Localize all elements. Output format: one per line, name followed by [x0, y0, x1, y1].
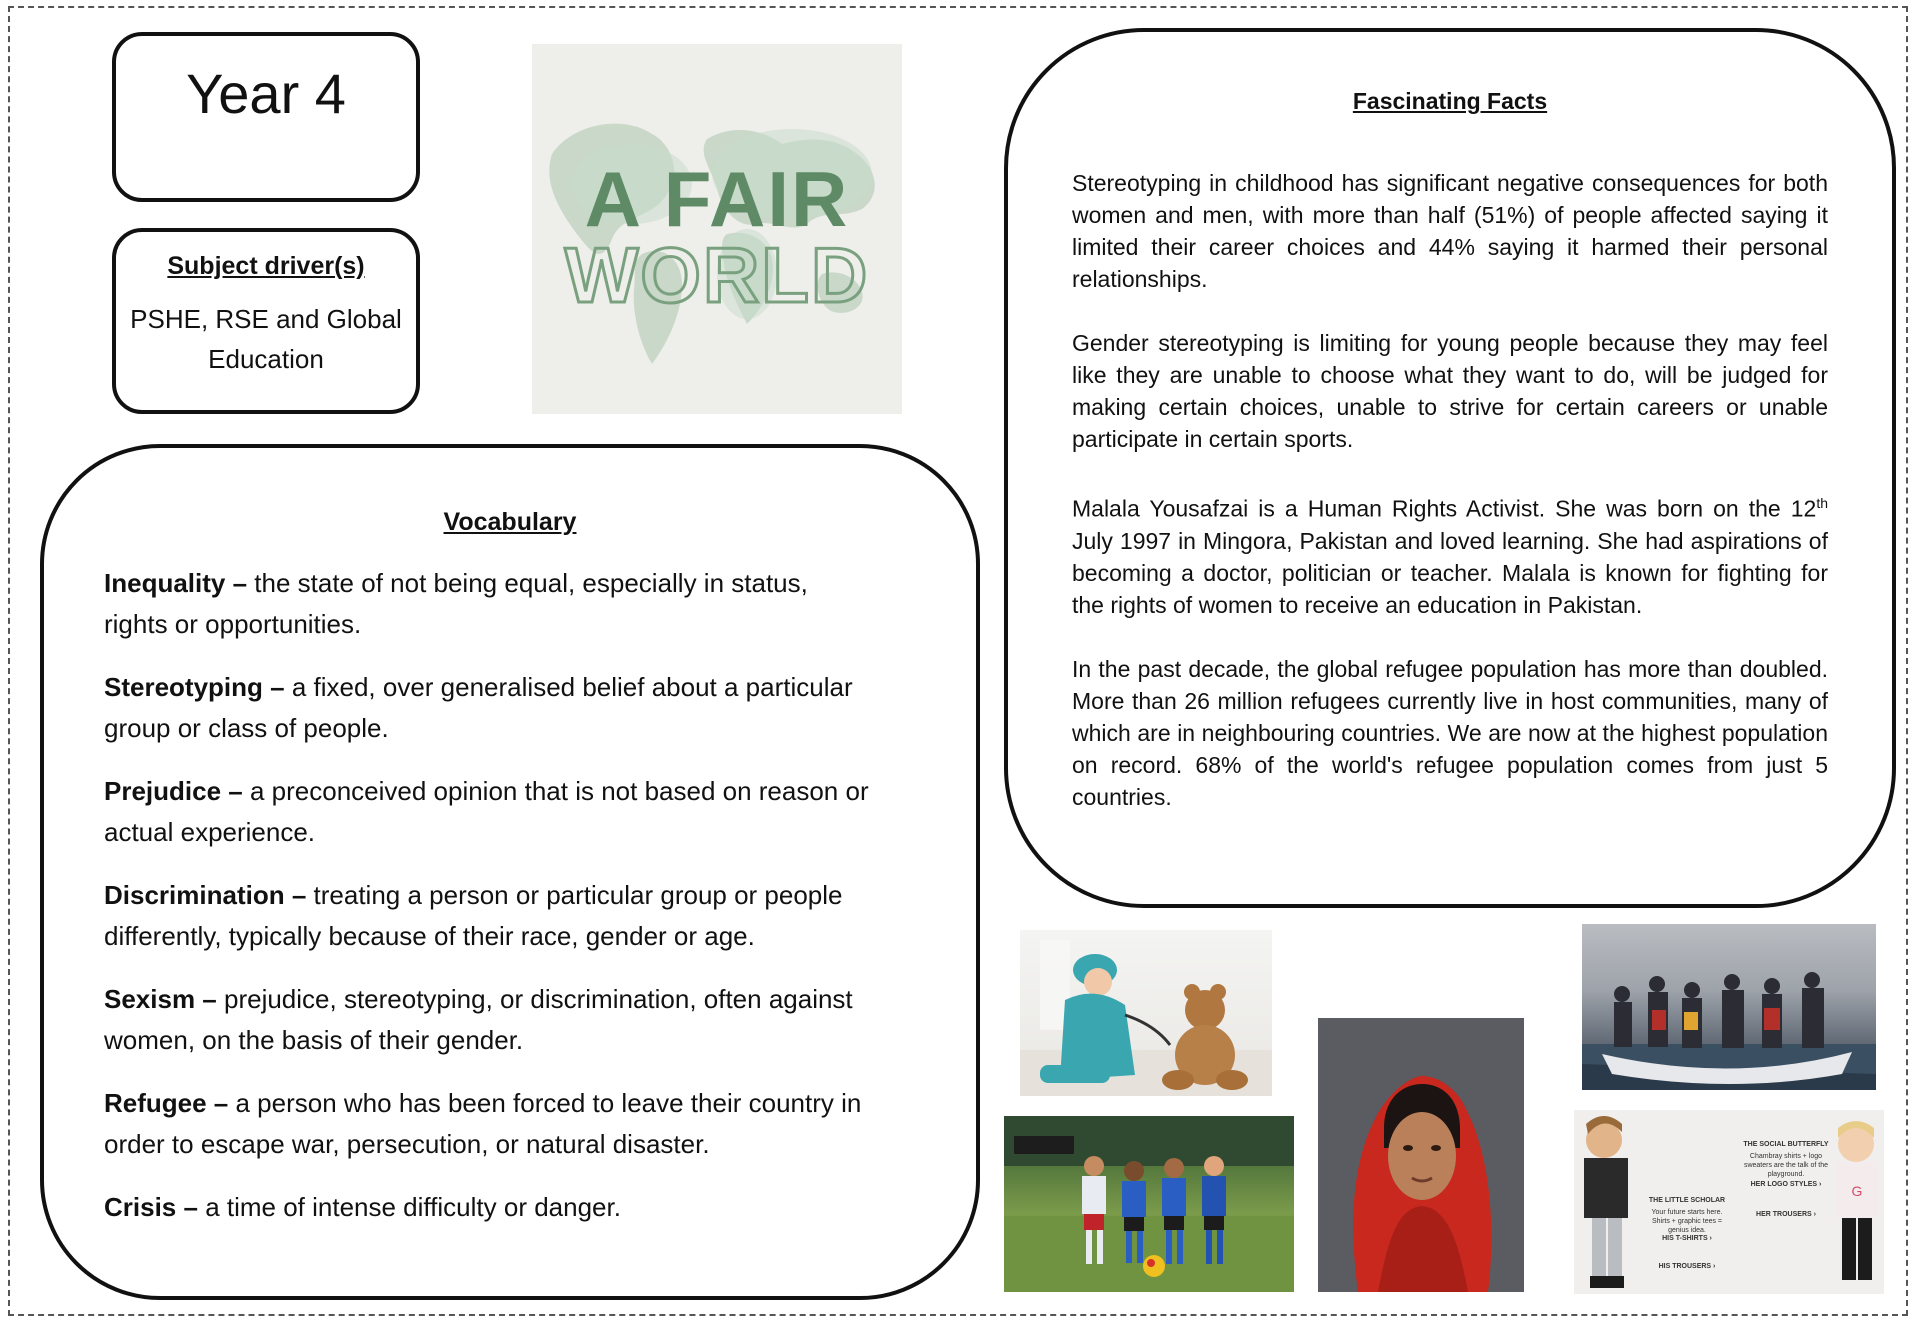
photo-child-doctor-teddy: [1020, 930, 1272, 1096]
vocab-definition: treating a person or particular group or people differently, typically because of their race, gender or age.: [104, 880, 843, 951]
fact-paragraph-1: Stereotyping in childhood has significant negative consequences for both women and men, with more than half (51%) of people affected saying it limited their career choices and 44% saying it harmed their personal relationships.: [1072, 170, 1828, 292]
vocab-term: Inequality –: [104, 568, 248, 598]
vocab-item-discrimination: [104, 875, 916, 957]
vocabulary-list: [104, 563, 916, 1228]
vocab-item-crisis: [104, 1187, 916, 1228]
year-title: Year 4: [186, 62, 346, 125]
vocab-item-sexism: [104, 979, 916, 1061]
vocab-term: Sexism –: [104, 984, 217, 1014]
fascinating-facts-heading: Fascinating Facts: [1352, 88, 1548, 114]
facts-list: [1072, 167, 1828, 813]
photo-refugees-boat: [1582, 924, 1876, 1090]
photo-gendered-clothing-ad: [1574, 1110, 1884, 1294]
vocab-term: Crisis –: [104, 1192, 198, 1222]
fact-paragraph-3-part1: Malala Yousafzai is a Human Rights Activist. She was born on the 12: [1072, 495, 1817, 522]
fact-paragraph-4: In the past decade, the global refugee population has more than doubled. More than 26 million refugees currently live in host communities, many of which are in neighbouring countries. We are now at the highest population on record. 68% of the world's refugee population comes from just 5 countries.: [1072, 655, 1828, 810]
vocab-definition: a time of intense difficulty or danger.: [205, 1192, 621, 1222]
vocab-item-inequality: [104, 563, 916, 645]
ad-right-text: Chambray shirts + logo sweaters are the talk of the playground.: [1743, 1153, 1829, 1178]
vocab-definition: the state of not being equal, especially in status, rights or opportunities.: [104, 568, 808, 639]
vocab-term: Refugee –: [104, 1088, 229, 1118]
vocab-definition: a preconceived opinion that is not based on reason or actual experience.: [104, 776, 869, 847]
vocab-definition: a person who has been forced to leave their country in order to escape war, persecution, or natural disaster.: [104, 1088, 862, 1159]
vocabulary-heading: Vocabulary: [443, 508, 577, 536]
ad-left-text: Your future starts here. Shirts + graphic tees = genius idea.: [1651, 1209, 1723, 1234]
photo-malala-portrait: [1318, 1018, 1524, 1292]
ad-left-title: THE LITTLE SCHOLAR: [1648, 1197, 1726, 1204]
vocab-definition: a fixed, over generalised belief about a particular group or class of people.: [104, 672, 853, 743]
vocab-item-prejudice: [104, 771, 916, 853]
svg-text:G: G: [1851, 1183, 1863, 1199]
fascinating-facts-box: [1004, 28, 1896, 908]
subject-driver-heading: Subject driver(s): [167, 252, 365, 280]
subject-driver-text: PSHE, RSE and Global Education: [130, 304, 402, 374]
logo-text-line1: A FAIR: [584, 155, 850, 243]
photo-children-football: [1004, 1116, 1294, 1292]
vocab-term: Discrimination –: [104, 880, 307, 910]
logo-text-line2: WORLD: [564, 231, 870, 319]
a-fair-world-logo: [532, 44, 902, 414]
vocab-definition: prejudice, stereotyping, or discrimination, often against women, on the basis of their gender.: [104, 984, 853, 1055]
vocabulary-box: [40, 444, 980, 1300]
vocab-term: Stereotyping –: [104, 672, 285, 702]
fact-paragraph-3: [1072, 487, 1828, 621]
ordinal-suffix: th: [1816, 495, 1828, 511]
vocab-item-refugee: [104, 1083, 916, 1165]
year-box: [112, 32, 420, 202]
fact-paragraph-3-part2: July 1997 in Mingora, Pakistan and loved learning. She had aspirations of becoming a doctor, politician or teacher. Malala is known for fighting for the rights of women to receive an education in Pakistan.: [1072, 527, 1828, 618]
ad-left-link1: HIS T-SHIRTS ›: [1662, 1235, 1712, 1242]
ad-right-title: THE SOCIAL BUTTERFLY: [1743, 1141, 1829, 1148]
vocab-term: Prejudice –: [104, 776, 243, 806]
ad-right-link2: HER TROUSERS ›: [1756, 1211, 1816, 1218]
vocab-item-stereotyping: [104, 667, 916, 749]
fact-paragraph-2: Gender stereotyping is limiting for young people because they may feel like they are unable to choose what they want to do, will be judged for making certain choices, unable to strive for certain careers or unable participate in certain sports.: [1072, 330, 1828, 452]
ad-left-link2: HIS TROUSERS ›: [1658, 1263, 1716, 1270]
subject-driver-box: [112, 228, 420, 414]
ad-right-link1: HER LOGO STYLES ›: [1750, 1181, 1822, 1188]
